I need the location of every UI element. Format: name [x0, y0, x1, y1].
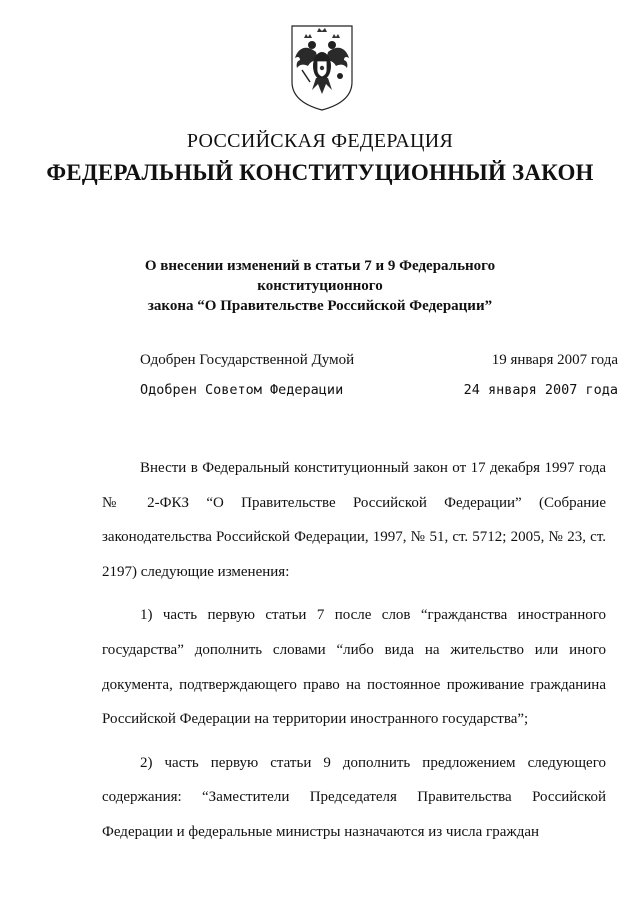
- law-type-title: ФЕДЕРАЛЬНЫЙ КОНСТИТУЦИОННЫЙ ЗАКОН: [46, 160, 594, 185]
- law-subject: [100, 256, 540, 316]
- approval-label: Одобрен Государственной Думой: [140, 352, 355, 368]
- country-name: РОССИЙСКАЯ ФЕДЕРАЦИЯ: [186, 130, 454, 152]
- body-paragraph-item-1: 1) часть первую статьи 7 после слов “гражданства иностранного государства” дополнить словами “либо вида на жительство или иного документа, подтверждающего право на постоянное проживание гражданина Российской Федерации на территории иностранного государства”;: [102, 607, 606, 728]
- law-body: [102, 451, 606, 859]
- approval-federation-council: [140, 382, 618, 402]
- body-paragraph-intro: Внести в Федеральный конституционный закон от 17 декабря 1997 года № 2-ФКЗ “О Правительстве Российской Федерации” (Собрание законодательства Российской Федерации, 1997, № 51, ст. 5712; 2005, № 23, ст. 2197) следующие изменения:: [102, 460, 606, 580]
- approval-date: 19 января 2007 года: [491, 352, 618, 368]
- approval-state-duma: [140, 352, 618, 372]
- coat-of-arms-emblem-icon: [290, 24, 354, 112]
- approval-label: Одобрен Советом Федерации: [140, 382, 344, 398]
- law-subject-line-1: О внесении изменений в статьи 7 и 9 Федерального конституционного: [144, 258, 496, 294]
- law-subject-line-2: закона “О Правительстве Российской Федерации”: [147, 298, 493, 314]
- approval-date: 24 января 2007 года: [463, 382, 618, 398]
- body-paragraph-item-2: 2) часть первую статьи 9 дополнить предложением следующего содержания: “Заместители Председателя Правительства Российской Федерации и федеральные министры назначаются из числа граждан: [102, 754, 606, 840]
